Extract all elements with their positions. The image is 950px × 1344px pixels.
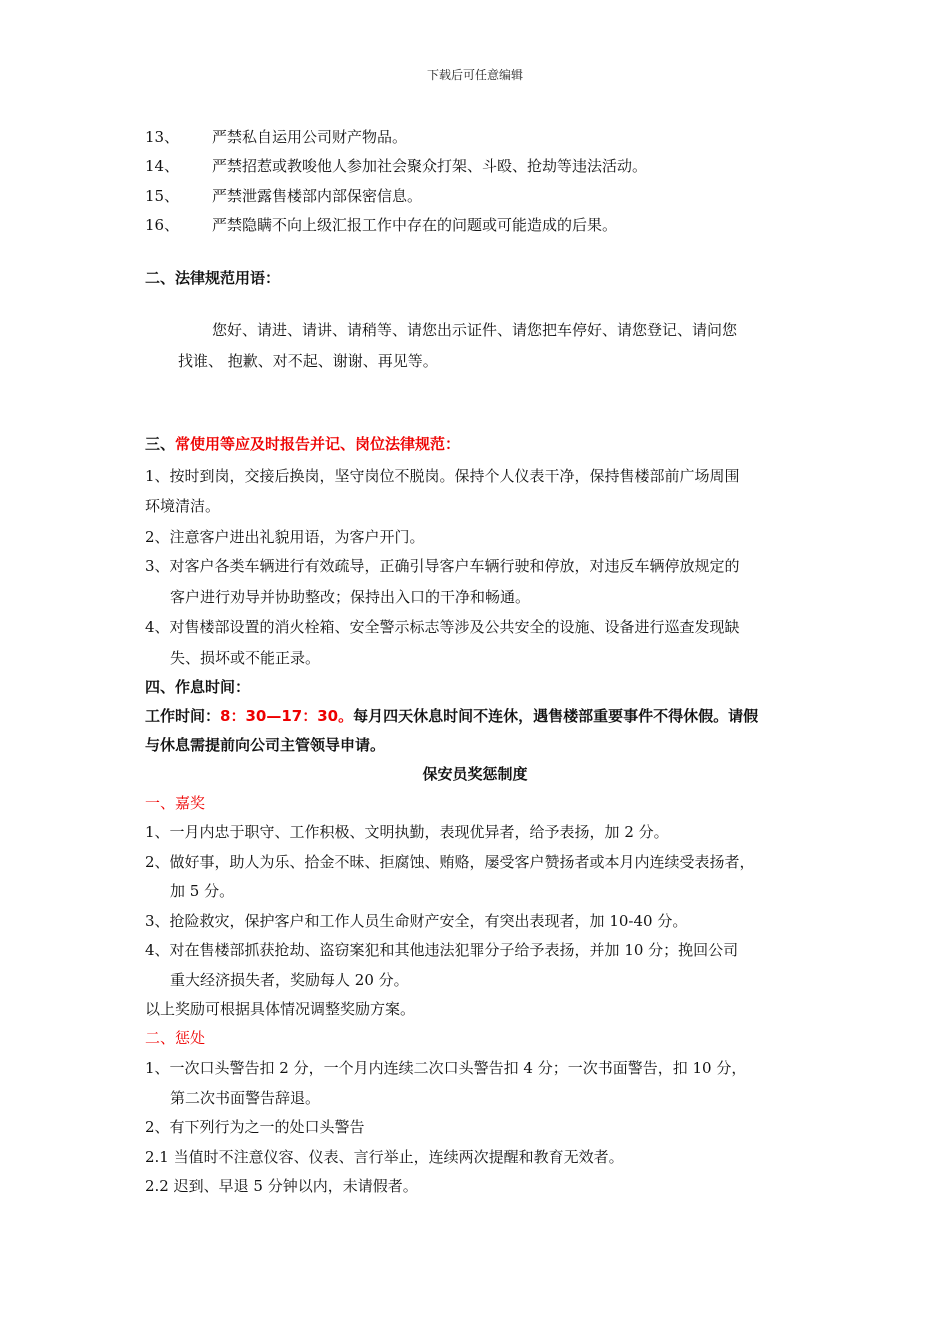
item-text: 严禁隐瞒不向上级汇报工作中存在的问题或可能造成的后果。 xyxy=(212,216,618,234)
worktime-label: 工作时间： xyxy=(145,707,221,725)
section-heading: 二、法律规范用语： xyxy=(145,269,281,287)
item-text: 严禁泄露售楼部内部保密信息。 xyxy=(212,187,423,205)
item-number: 13、 xyxy=(145,128,180,146)
list-line: 客户进行劝导并协助整改；保持出入口的干净和畅通。 xyxy=(170,588,531,606)
reward-line: 1、一月内忠于职守、工作积极、文明执勤，表现优异者，给予表扬，加 2 分。 xyxy=(145,823,669,841)
list-line: 失、损坏或不能正录。 xyxy=(170,649,321,667)
punishment-line: 2.1 当值时不注意仪容、仪表、言行举止，连续两次提醒和教育无效者。 xyxy=(145,1148,624,1166)
punishment-line: 2、有下列行为之一的处口头警告 xyxy=(145,1118,365,1136)
list-line: 1、按时到岗，交接后换岗，坚守岗位不脱岗。保持个人仪表干净，保持售楼部前广场周围 xyxy=(145,467,740,485)
document-title: 保安员奖惩制度 xyxy=(422,765,528,783)
reward-line: 以上奖励可根据具体情况调整奖励方案。 xyxy=(145,1000,416,1018)
worktime-line: 与休息需提前向公司主管领导申请。 xyxy=(145,736,386,754)
reward-line: 重大经济损失者，奖励每人 20 分。 xyxy=(170,971,409,989)
item-text: 严禁招惹或教唆他人参加社会聚众打架、斗殴、抢劫等违法活动。 xyxy=(212,157,648,175)
paragraph-line: 您好、请进、请讲、请稍等、请您出示证件、请您把车停好、请您登记、请问您 xyxy=(212,321,738,339)
punishment-line: 第二次书面警告辞退。 xyxy=(170,1089,321,1107)
rewards-heading: 一、嘉奖 xyxy=(145,794,206,812)
section-heading xyxy=(145,434,460,454)
reward-line: 2、做好事，助人为乐、拾金不昧、拒腐蚀、贿赂，屡受客户赞扬者或本月内连续受表扬者， xyxy=(145,853,755,871)
item-number: 14、 xyxy=(145,157,180,175)
reward-line: 4、对在售楼部抓获抢劫、盗窃案犯和其他违法犯罪分子给予表扬，并加 10 分；挽回公司 xyxy=(145,941,739,959)
page-header: 下载后可任意编辑 xyxy=(426,68,523,82)
item-number: 15、 xyxy=(145,187,180,205)
punishment-line: 1、一次口头警告扣 2 分，一个月内连续二次口头警告扣 4 分；一次书面警告，扣 10 分， xyxy=(145,1059,747,1077)
reward-line: 加 5 分。 xyxy=(170,882,235,900)
worktime-value: 8：30—17：30。 xyxy=(220,707,354,725)
list-line: 4、对售楼部设置的消火栓箱、安全警示标志等涉及公共安全的设施、设备进行巡查发现缺 xyxy=(145,618,740,636)
punishment-line: 2.2 迟到、早退 5 分钟以内，未请假者。 xyxy=(145,1177,418,1195)
item-number: 16、 xyxy=(145,216,180,234)
reward-line: 3、抢险救灾，保护客户和工作人员生命财产安全，有突出表现者，加 10-40 分。 xyxy=(145,912,688,930)
list-line: 2、注意客户进出礼貌用语，为客户开门。 xyxy=(145,528,425,546)
heading-prefix: 三、 xyxy=(145,435,176,453)
section-heading: 四、作息时间： xyxy=(145,678,251,696)
worktime-rest: 每月四天休息时间不连休，遇售楼部重要事件不得休假。请假 xyxy=(353,707,759,725)
punishments-heading: 二、惩处 xyxy=(145,1029,206,1047)
heading-red-text: 常使用等应及时报告并记、岗位法律规范： xyxy=(175,435,461,453)
item-text: 严禁私自运用公司财产物品。 xyxy=(212,128,408,146)
list-line: 3、对客户各类车辆进行有效疏导，正确引导客户车辆行驶和停放，对违反车辆停放规定的 xyxy=(145,557,740,575)
list-line: 环境清洁。 xyxy=(145,497,221,515)
paragraph-line: 找谁、 抱歉、对不起、谢谢、再见等。 xyxy=(178,352,438,370)
worktime-line xyxy=(145,706,758,726)
